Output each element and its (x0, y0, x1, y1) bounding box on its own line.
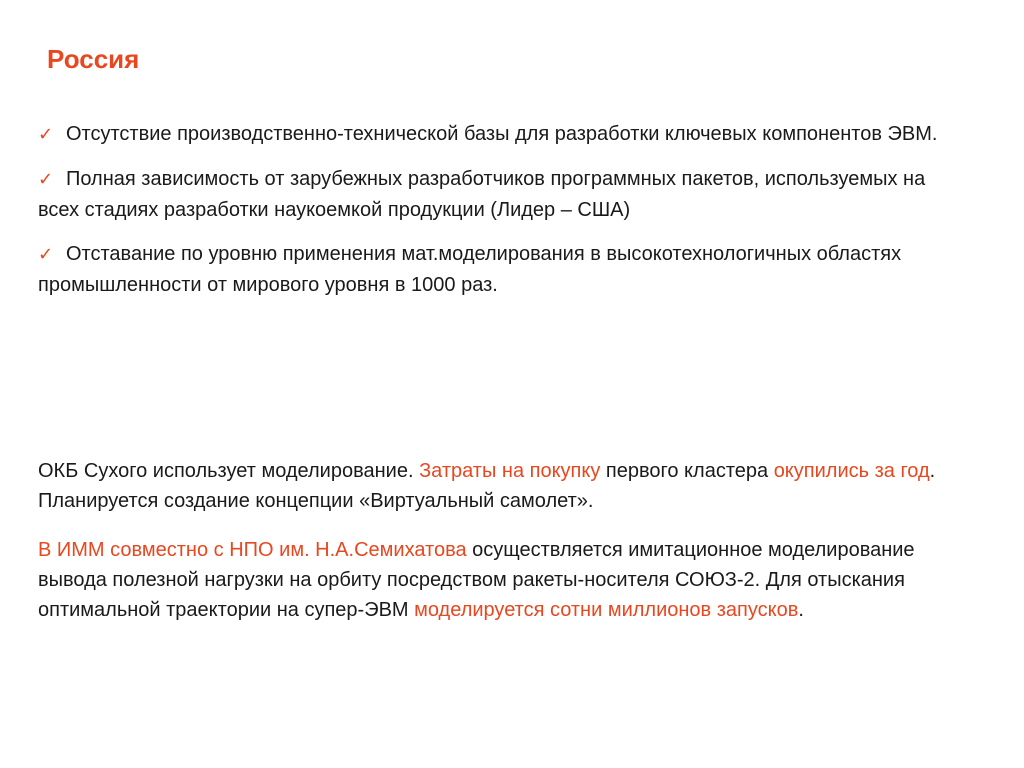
bullet-list (38, 119, 968, 314)
highlight-text: В ИММ совместно с НПО им. Н.А.Семихатова (38, 539, 467, 561)
bullet-item (38, 239, 968, 300)
paragraph-sukhoi (38, 456, 978, 516)
bullet-item (38, 164, 968, 225)
checkmark-icon: ✓ (38, 169, 54, 190)
paragraph-imm (38, 535, 978, 625)
highlight-text: окупились за год (773, 460, 930, 482)
paragraph-text: осуществляется имитационное моделирование вывода полезной нагрузки на орбиту посредством ракеты-носителя СОЮЗ-2. Для отыскания оптимальной траектории на супер-ЭВМ (38, 539, 915, 621)
bullet-text: Отставание по уровню применения мат.моделирования в высокотехнологичных областях промышленности от мирового уровня в 1000 раз. (38, 243, 902, 296)
paragraph-text: первого кластера (600, 460, 774, 482)
bullet-text: Полная зависимость от зарубежных разработчиков программных пакетов, используемых на всех стадиях разработки наукоемкой продукции (Лидер – США) (38, 168, 926, 221)
slide-title: Россия (47, 44, 140, 74)
bullet-text: Отсутствие производственно-технической базы для разработки ключевых компонентов ЭВМ. (66, 123, 938, 145)
checkmark-icon: ✓ (38, 124, 54, 145)
checkmark-icon: ✓ (38, 244, 54, 265)
paragraph-text: . (798, 599, 804, 621)
paragraph-text: . Планируется создание концепции «Виртуальный самолет». (38, 460, 936, 512)
bullet-item (38, 119, 968, 150)
highlight-text: моделируется сотни миллионов запусков (414, 599, 799, 621)
paragraph-text: ОКБ Сухого использует моделирование. (38, 460, 420, 482)
highlight-text: Затраты на покупку (419, 460, 601, 482)
